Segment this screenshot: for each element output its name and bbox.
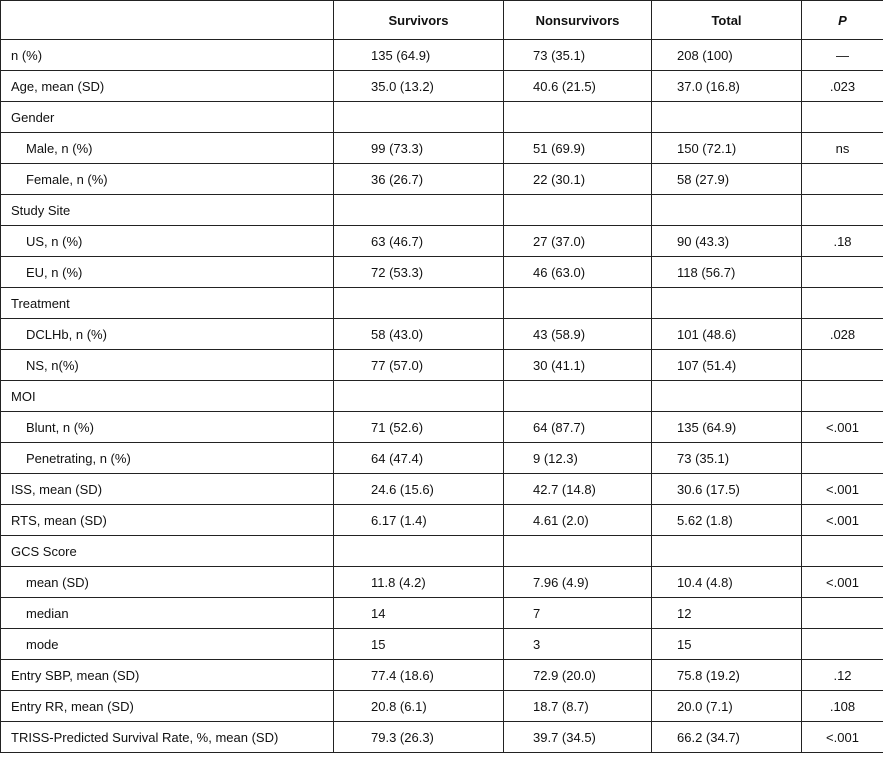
cell-nonsurvivors: 3 bbox=[504, 629, 652, 660]
cell-nonsurvivors bbox=[504, 381, 652, 412]
table-body bbox=[1, 40, 883, 753]
cell-survivors: 63 (46.7) bbox=[334, 226, 504, 257]
table-row bbox=[1, 722, 883, 753]
cell-total: 37.0 (16.8) bbox=[652, 71, 802, 102]
header-p-value: P bbox=[802, 1, 883, 40]
cell-nonsurvivors: 51 (69.9) bbox=[504, 133, 652, 164]
cell-total: 12 bbox=[652, 598, 802, 629]
row-label: DCLHb, n (%) bbox=[1, 319, 334, 350]
table-row bbox=[1, 660, 883, 691]
row-label: TRISS-Predicted Survival Rate, %, mean (SD) bbox=[1, 722, 334, 753]
row-label: Female, n (%) bbox=[1, 164, 334, 195]
row-label: Penetrating, n (%) bbox=[1, 443, 334, 474]
cell-total: 30.6 (17.5) bbox=[652, 474, 802, 505]
table-row bbox=[1, 288, 883, 319]
row-label: Gender bbox=[1, 102, 334, 133]
cell-survivors: 135 (64.9) bbox=[334, 40, 504, 71]
row-label: Study Site bbox=[1, 195, 334, 226]
cell-survivors: 11.8 (4.2) bbox=[334, 567, 504, 598]
cell-p-value: ns bbox=[802, 133, 883, 164]
cell-p-value bbox=[802, 288, 883, 319]
row-label: median bbox=[1, 598, 334, 629]
cell-total: 208 (100) bbox=[652, 40, 802, 71]
cell-p-value: <.001 bbox=[802, 474, 883, 505]
cell-total: 135 (64.9) bbox=[652, 412, 802, 443]
cell-survivors: 24.6 (15.6) bbox=[334, 474, 504, 505]
cell-nonsurvivors: 22 (30.1) bbox=[504, 164, 652, 195]
cell-survivors: 6.17 (1.4) bbox=[334, 505, 504, 536]
table-row bbox=[1, 133, 883, 164]
cell-p-value bbox=[802, 598, 883, 629]
row-label: Blunt, n (%) bbox=[1, 412, 334, 443]
cell-survivors: 79.3 (26.3) bbox=[334, 722, 504, 753]
table-row bbox=[1, 319, 883, 350]
cell-survivors bbox=[334, 102, 504, 133]
cell-total: 75.8 (19.2) bbox=[652, 660, 802, 691]
cell-nonsurvivors bbox=[504, 288, 652, 319]
cell-nonsurvivors: 64 (87.7) bbox=[504, 412, 652, 443]
row-label: RTS, mean (SD) bbox=[1, 505, 334, 536]
cell-p-value bbox=[802, 195, 883, 226]
cell-p-value bbox=[802, 102, 883, 133]
header-total: Total bbox=[652, 1, 802, 40]
cell-nonsurvivors: 27 (37.0) bbox=[504, 226, 652, 257]
cell-total: 20.0 (7.1) bbox=[652, 691, 802, 722]
cell-total bbox=[652, 195, 802, 226]
cell-survivors bbox=[334, 536, 504, 567]
table-row bbox=[1, 412, 883, 443]
cell-p-value: .18 bbox=[802, 226, 883, 257]
cell-total bbox=[652, 381, 802, 412]
cell-total: 101 (48.6) bbox=[652, 319, 802, 350]
cell-survivors bbox=[334, 381, 504, 412]
cell-survivors: 71 (52.6) bbox=[334, 412, 504, 443]
cell-total: 10.4 (4.8) bbox=[652, 567, 802, 598]
table-row bbox=[1, 567, 883, 598]
cell-total: 5.62 (1.8) bbox=[652, 505, 802, 536]
cell-nonsurvivors: 30 (41.1) bbox=[504, 350, 652, 381]
cell-nonsurvivors: 39.7 (34.5) bbox=[504, 722, 652, 753]
table-row bbox=[1, 505, 883, 536]
cell-nonsurvivors: 40.6 (21.5) bbox=[504, 71, 652, 102]
cell-p-value: .028 bbox=[802, 319, 883, 350]
table-row bbox=[1, 350, 883, 381]
cell-p-value bbox=[802, 443, 883, 474]
table-row bbox=[1, 226, 883, 257]
header-blank bbox=[1, 1, 334, 40]
cell-survivors: 72 (53.3) bbox=[334, 257, 504, 288]
row-label: MOI bbox=[1, 381, 334, 412]
row-label: n (%) bbox=[1, 40, 334, 71]
cell-nonsurvivors: 18.7 (8.7) bbox=[504, 691, 652, 722]
row-label: mode bbox=[1, 629, 334, 660]
table-row bbox=[1, 443, 883, 474]
cell-nonsurvivors bbox=[504, 102, 652, 133]
table-row bbox=[1, 40, 883, 71]
table-row bbox=[1, 536, 883, 567]
cell-p-value bbox=[802, 381, 883, 412]
cell-survivors: 20.8 (6.1) bbox=[334, 691, 504, 722]
cell-nonsurvivors: 46 (63.0) bbox=[504, 257, 652, 288]
cell-survivors bbox=[334, 288, 504, 319]
cell-p-value: <.001 bbox=[802, 505, 883, 536]
row-label: Entry SBP, mean (SD) bbox=[1, 660, 334, 691]
cell-p-value bbox=[802, 164, 883, 195]
cell-total bbox=[652, 536, 802, 567]
table-row bbox=[1, 195, 883, 226]
cell-nonsurvivors: 7.96 (4.9) bbox=[504, 567, 652, 598]
cell-survivors: 15 bbox=[334, 629, 504, 660]
row-label: Male, n (%) bbox=[1, 133, 334, 164]
cell-nonsurvivors: 9 (12.3) bbox=[504, 443, 652, 474]
cell-p-value: .12 bbox=[802, 660, 883, 691]
row-label: Entry RR, mean (SD) bbox=[1, 691, 334, 722]
table-row bbox=[1, 629, 883, 660]
cell-nonsurvivors: 73 (35.1) bbox=[504, 40, 652, 71]
header-nonsurvivors: Nonsurvivors bbox=[504, 1, 652, 40]
cell-p-value: .108 bbox=[802, 691, 883, 722]
row-label: ISS, mean (SD) bbox=[1, 474, 334, 505]
cell-survivors: 77 (57.0) bbox=[334, 350, 504, 381]
cell-p-value: .023 bbox=[802, 71, 883, 102]
cell-survivors: 99 (73.3) bbox=[334, 133, 504, 164]
table-row bbox=[1, 102, 883, 133]
cell-survivors bbox=[334, 195, 504, 226]
cell-p-value: <.001 bbox=[802, 722, 883, 753]
cell-p-value: — bbox=[802, 40, 883, 71]
cell-total: 58 (27.9) bbox=[652, 164, 802, 195]
cell-total: 15 bbox=[652, 629, 802, 660]
cell-p-value: <.001 bbox=[802, 412, 883, 443]
cell-total: 73 (35.1) bbox=[652, 443, 802, 474]
row-label: mean (SD) bbox=[1, 567, 334, 598]
cell-survivors: 58 (43.0) bbox=[334, 319, 504, 350]
cell-survivors: 36 (26.7) bbox=[334, 164, 504, 195]
cell-survivors: 77.4 (18.6) bbox=[334, 660, 504, 691]
table-row bbox=[1, 691, 883, 722]
cell-nonsurvivors: 4.61 (2.0) bbox=[504, 505, 652, 536]
cell-nonsurvivors: 43 (58.9) bbox=[504, 319, 652, 350]
header-survivors: Survivors bbox=[334, 1, 504, 40]
cell-nonsurvivors: 42.7 (14.8) bbox=[504, 474, 652, 505]
table-row bbox=[1, 164, 883, 195]
cell-p-value bbox=[802, 629, 883, 660]
row-label: NS, n(%) bbox=[1, 350, 334, 381]
cell-total: 150 (72.1) bbox=[652, 133, 802, 164]
cell-total: 118 (56.7) bbox=[652, 257, 802, 288]
row-label: US, n (%) bbox=[1, 226, 334, 257]
table-row bbox=[1, 474, 883, 505]
cell-nonsurvivors bbox=[504, 195, 652, 226]
row-label: EU, n (%) bbox=[1, 257, 334, 288]
cell-nonsurvivors bbox=[504, 536, 652, 567]
cell-survivors: 35.0 (13.2) bbox=[334, 71, 504, 102]
cell-nonsurvivors: 7 bbox=[504, 598, 652, 629]
table-row bbox=[1, 598, 883, 629]
cell-survivors: 64 (47.4) bbox=[334, 443, 504, 474]
table-row bbox=[1, 71, 883, 102]
cell-total: 107 (51.4) bbox=[652, 350, 802, 381]
row-label: GCS Score bbox=[1, 536, 334, 567]
cell-p-value bbox=[802, 536, 883, 567]
cell-p-value: <.001 bbox=[802, 567, 883, 598]
cell-total bbox=[652, 288, 802, 319]
header-row bbox=[1, 1, 883, 40]
cell-p-value bbox=[802, 257, 883, 288]
row-label: Age, mean (SD) bbox=[1, 71, 334, 102]
cell-total bbox=[652, 102, 802, 133]
cell-survivors: 14 bbox=[334, 598, 504, 629]
cell-total: 90 (43.3) bbox=[652, 226, 802, 257]
cell-p-value bbox=[802, 350, 883, 381]
cell-nonsurvivors: 72.9 (20.0) bbox=[504, 660, 652, 691]
cell-total: 66.2 (34.7) bbox=[652, 722, 802, 753]
table-row bbox=[1, 257, 883, 288]
row-label: Treatment bbox=[1, 288, 334, 319]
table-row bbox=[1, 381, 883, 412]
